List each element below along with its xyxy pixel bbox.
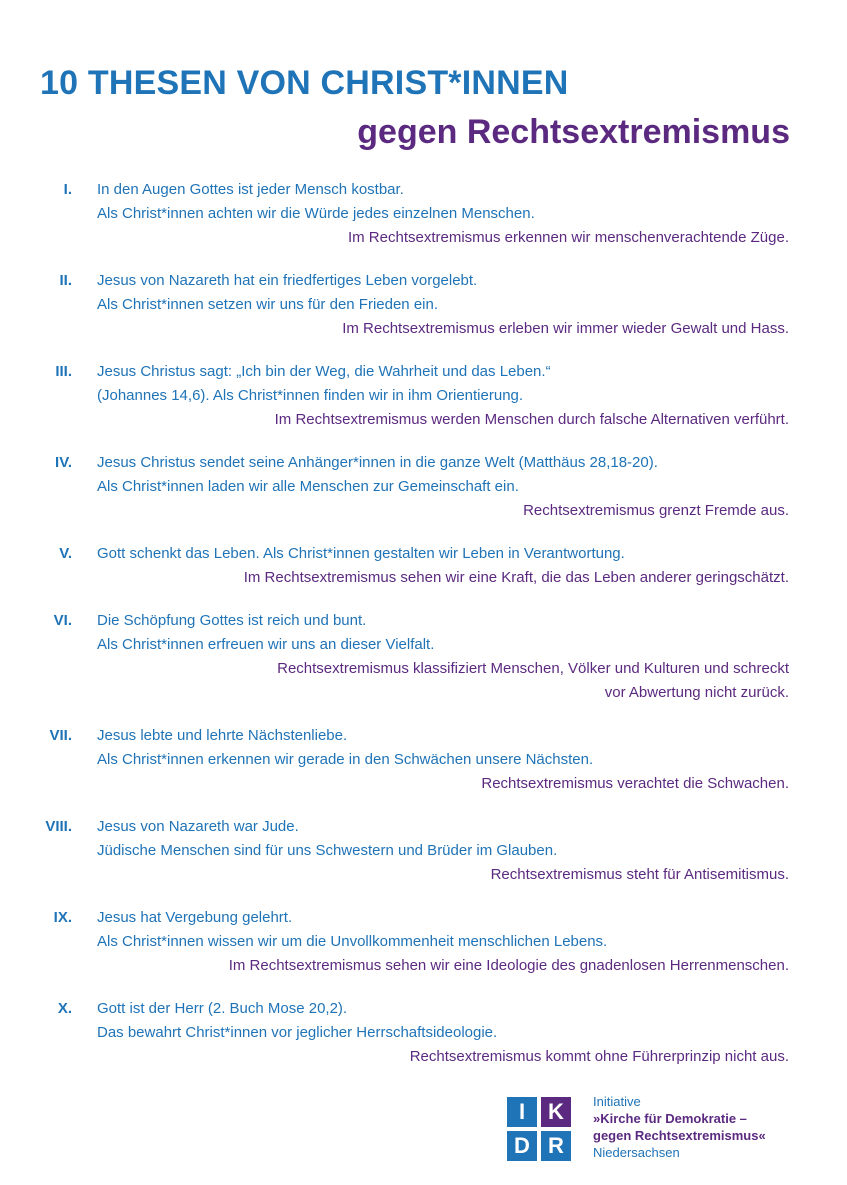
thesis-statement-line: (Johannes 14,6). Als Christ*innen finden wir in ihm Orientierung.: [97, 387, 524, 404]
thesis-number: VI.: [53, 612, 72, 629]
thesis-contrast-line: Im Rechtsextremismus erkennen wir menschenverachtende Züge.: [347, 229, 789, 246]
thesis-contrast-line: Rechtsextremismus grenzt Fremde aus.: [523, 502, 789, 519]
thesis-statement-line: Als Christ*innen achten wir die Würde jedes einzelnen Menschen.: [97, 205, 535, 222]
thesis-statement-line: Als Christ*innen erkennen wir gerade in den Schwächen unsere Nächsten.: [97, 751, 594, 768]
thesis-4: [0, 451, 847, 523]
thesis-number: III.: [55, 363, 72, 380]
thesis-number: II.: [59, 272, 72, 289]
thesis-statement-line: Gott schenkt das Leben. Als Christ*innen gestalten wir Leben in Verantwortung.: [97, 545, 625, 562]
thesis-contrast-line: Rechtsextremismus verachtet die Schwachen.: [481, 775, 789, 792]
thesis-6: [0, 609, 847, 705]
thesis-7: [0, 724, 847, 796]
thesis-contrast-line: Rechtsextremismus klassifiziert Menschen, Völker und Kulturen und schreckt: [277, 660, 789, 677]
logo-tile-d: D: [507, 1131, 537, 1161]
thesis-contrast-line: Im Rechtsextremismus werden Menschen durch falsche Alternativen verführt.: [274, 411, 789, 428]
thesis-statement-line: Jüdische Menschen sind für uns Schwestern und Brüder im Glauben.: [97, 842, 558, 859]
thesis-statement-line: In den Augen Gottes ist jeder Mensch kostbar.: [97, 181, 404, 198]
thesis-statement-line: Jesus hat Vergebung gelehrt.: [97, 909, 293, 926]
thesis-statement-line: Als Christ*innen setzen wir uns für den Frieden ein.: [97, 296, 439, 313]
thesis-statement-line: Als Christ*innen wissen wir um die Unvollkommenheit menschlichen Lebens.: [97, 933, 608, 950]
thesis-statement-line: Das bewahrt Christ*innen vor jeglicher Herrschaftsideologie.: [97, 1024, 498, 1041]
thesis-statement-line: Die Schöpfung Gottes ist reich und bunt.: [97, 612, 367, 629]
thesis-contrast-line: vor Abwertung nicht zurück.: [604, 684, 789, 701]
thesis-number: V.: [59, 545, 72, 562]
thesis-contrast-line: Rechtsextremismus kommt ohne Führerprinzip nicht aus.: [409, 1048, 789, 1065]
thesis-contrast-line: Rechtsextremismus steht für Antisemitismus.: [490, 866, 789, 883]
thesis-contrast-line: Im Rechtsextremismus erleben wir immer wieder Gewalt und Hass.: [342, 320, 789, 337]
thesis-statement-line: Jesus von Nazareth war Jude.: [97, 818, 299, 835]
page-title-line-1: 10 THESEN VON CHRIST*INNEN: [40, 64, 569, 102]
logo-line-niedersachsen: Niedersachsen: [593, 1145, 680, 1160]
thesis-statement-line: Jesus Christus sagt: „Ich bin der Weg, die Wahrheit und das Leben.“: [97, 363, 551, 380]
thesis-statement-line: Gott ist der Herr (2. Buch Mose 20,2).: [97, 1000, 348, 1017]
theses-list: [0, 178, 847, 1088]
thesis-number: I.: [63, 181, 72, 198]
thesis-5: [0, 542, 847, 590]
thesis-statement-line: Jesus lebte und lehrte Nächstenliebe.: [97, 727, 348, 744]
thesis-3: [0, 360, 847, 432]
thesis-contrast-line: Im Rechtsextremismus sehen wir eine Ideologie des gnadenlosen Herrenmenschen.: [228, 957, 789, 974]
thesis-number: X.: [57, 1000, 72, 1017]
thesis-1: [0, 178, 847, 250]
thesis-number: IV.: [55, 454, 72, 471]
logo-tile-r: R: [541, 1131, 571, 1161]
thesis-9: [0, 906, 847, 978]
thesis-number: IX.: [53, 909, 72, 926]
thesis-2: [0, 269, 847, 341]
thesis-number: VIII.: [45, 818, 72, 835]
thesis-statement-line: Als Christ*innen laden wir alle Menschen zur Gemeinschaft ein.: [97, 478, 519, 495]
logo-text: [593, 1093, 766, 1161]
logo-line-gegen: gegen Rechtsextremismus«: [593, 1128, 766, 1143]
thesis-statement-line: Jesus von Nazareth hat ein friedfertiges Leben vorgelebt.: [97, 272, 478, 289]
thesis-statement-line: Als Christ*innen erfreuen wir uns an dieser Vielfalt.: [97, 636, 435, 653]
thesis-statement-line: Jesus Christus sendet seine Anhänger*innen in die ganze Welt (Matthäus 28,18-20).: [97, 454, 658, 471]
thesis-8: [0, 815, 847, 887]
logo-tile-i: I: [507, 1097, 537, 1127]
thesis-10: [0, 997, 847, 1069]
thesis-number: VII.: [49, 727, 72, 744]
page-title-line-2: gegen Rechtsextremismus: [357, 113, 790, 151]
logo-line-kirche: »Kirche für Demokratie –: [593, 1111, 747, 1126]
logo-tile-k: K: [541, 1097, 571, 1127]
ikdr-logo: [507, 1093, 807, 1173]
thesis-contrast-line: Im Rechtsextremismus sehen wir eine Kraft, die das Leben anderer geringschätzt.: [243, 569, 789, 586]
logo-line-initiative: Initiative: [593, 1094, 641, 1109]
